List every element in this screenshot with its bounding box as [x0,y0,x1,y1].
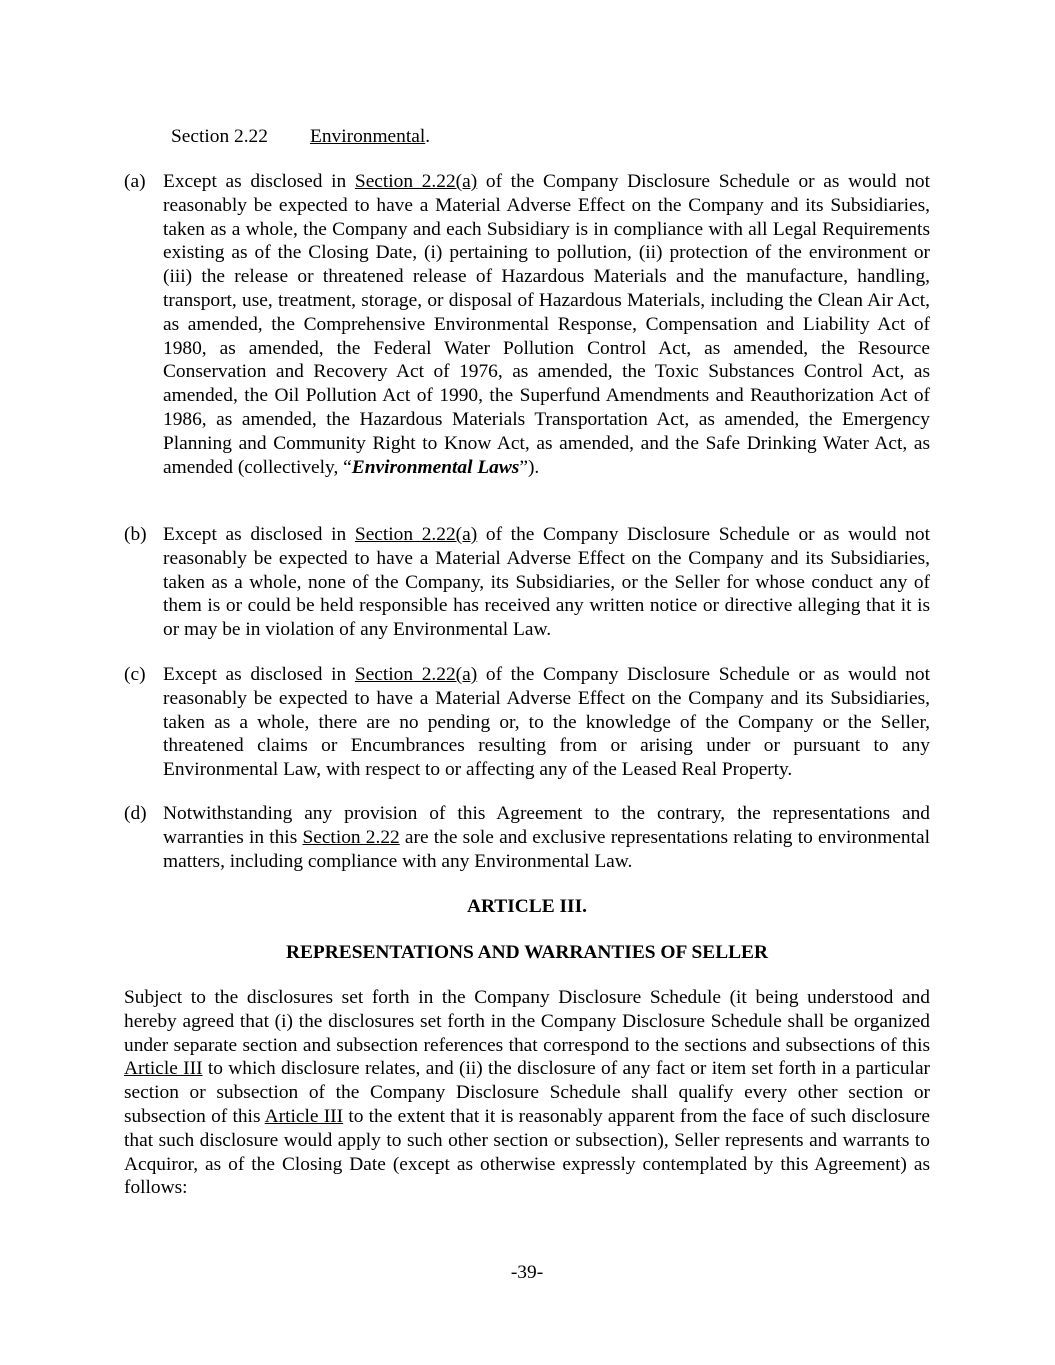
article-reference-link[interactable]: Article III [264,1105,344,1127]
clause-b [124,523,930,642]
article-intro-paragraph: Subject to the disclosures set forth in the Company Disclosure Schedule (it being understood and hereby agreed that (i) the disclosures set forth in the Company Disclosure Schedule shall be organized under separate section and subsection references that correspond to the sections and subsections of this Article III to which disclosure relates, and (ii) the disclosure of any fact or item set forth in a particular section or subsection of the Company Disclosure Schedule shall qualify every other section or subsection of this Article III to the extent that it is reasonably apparent from the face of such disclosure that such disclosure would apply to such other section or subsection), Seller represents and warrants to Acquiror, as of the Closing Date (except as otherwise expressly contemplated by this Agreement) as follows: [124,987,931,1199]
clause-label: (a) [124,171,146,192]
clause-c [124,663,930,782]
clause-label: (b) [124,524,147,545]
article-title: REPRESENTATIONS AND WARRANTIES OF SELLER [285,942,768,963]
clause-body: Except as disclosed in Section 2.22(a) of the Company Disclosure Schedule or as would not reasonably be expected to have a Material Adverse Effect on the Company and its Subsidiaries, taken as a whole, the Company and each Subsidiary is in compliance with all Legal Requirements existing as of the Closing Date, (i) pertaining to pollution, (ii) protection of the environment or (iii) the release or threatened release of Hazardous Materials and the manufacture, handling, transport, use, treatment, storage, or disposal of Hazardous Materials, including the Clean Air Act, as amended, the Comprehensive Environmental Response, Compensation and Liability Act of 1980, as amended, the Federal Water Pollution Control Act, as amended, the Resource Conservation and Recovery Act of 1976, as amended, the Toxic Substances Control Act, as amended, the Oil Pollution Act of 1990, the Superfund Amendments and Reauthorization Act of 1986, as amended, the Hazardous Materials Transportation Act, as amended, the Emergency Planning and Community Right to Know Act, as amended, and the Safe Drinking Water Act, as amended (collectively, “Environmental Laws”). [163,171,930,478]
clause-label: (d) [124,803,147,824]
section-reference-link[interactable]: Section 2.22(a) [354,664,478,685]
section-number: Section 2.22 [171,126,268,147]
article-number: ARTICLE III. [466,896,587,917]
clause-body: Except as disclosed in Section 2.22(a) of the Company Disclosure Schedule or as would not reasonably be expected to have a Material Adverse Effect on the Company and its Subsidiaries, taken as a whole, there are no pending or, to the knowledge of the Company or the Seller, threatened claims or Encumbrances resulting from or arising under or pursuant to any Environmental Law, with respect to or affecting any of the Leased Real Property. [163,664,930,781]
clause-d [124,802,930,873]
article-reference-link[interactable]: Article III [124,1058,203,1080]
clause-label: (c) [124,664,146,685]
section-reference-link[interactable]: Section 2.22 [302,826,400,848]
section-reference-link[interactable]: Section 2.22(a) [354,524,478,545]
page-number: -39- [510,1262,544,1283]
section-title-period: . [425,126,431,147]
section-title: Environmental [310,126,426,147]
clause-a [124,170,930,479]
section-heading [171,125,430,149]
defined-term: Environmental Laws [351,456,520,478]
section-reference-link[interactable]: Section 2.22(a) [354,171,478,192]
clause-body: Notwithstanding any provision of this Agreement to the contrary, the representations and warranties in this Section 2.22 are the sole and exclusive representations relating to environmental matters, including compliance with any Environmental Law. [163,803,930,872]
clause-body: Except as disclosed in Section 2.22(a) of the Company Disclosure Schedule or as would not reasonably be expected to have a Material Adverse Effect on the Company and its Subsidiaries, taken as a whole, none of the Company, its Subsidiaries, or the Seller for whose conduct any of them is or could be held responsible has received any written notice or directive alleging that it is or may be in violation of any Environmental Law. [163,524,930,641]
